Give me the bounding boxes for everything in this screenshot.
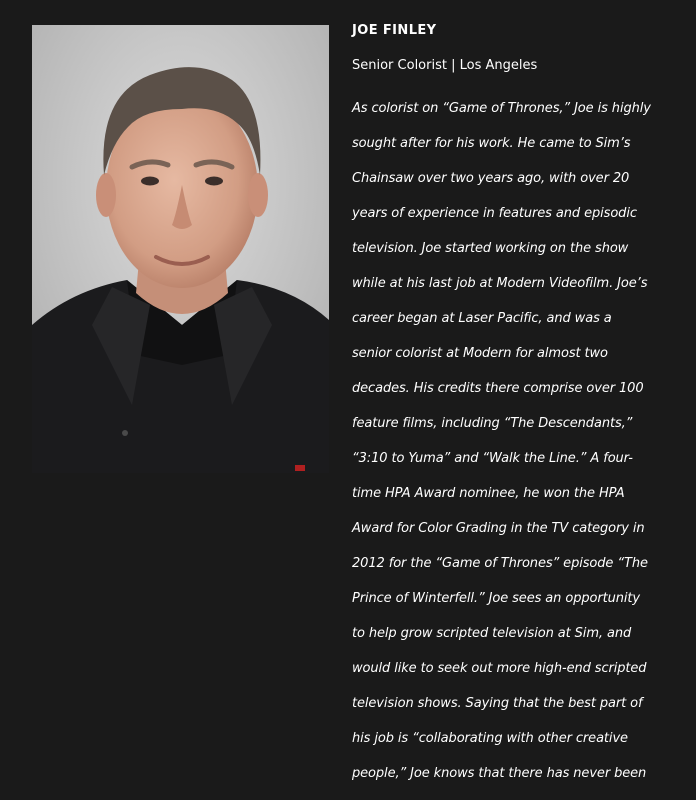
bio-line: “3:10 to Yuma” and “Walk the Line.” A four- [352,451,633,466]
bio-line: sought after for his work. He came to Sim’s [352,136,631,151]
bio-line: senior colorist at Modern for almost two [352,346,608,361]
bio-line: years of experience in features and episodic [352,206,637,221]
person-role: Senior Colorist | Los Angeles [352,58,538,73]
person-name: JOE FINLEY [352,23,437,38]
bio-line: 2012 for the “Game of Thrones” episode “The [352,556,648,571]
bio-line: decades. His credits there comprise over 100 [352,381,644,396]
bio-line: to help grow scripted television at Sim, and [352,626,632,641]
bio-line: would like to seek out more high-end scripted [352,661,647,676]
profile-photo [32,25,329,473]
bio-panel [352,22,682,791]
bio-line: Chainsaw over two years ago, with over 20 [352,171,630,186]
bio-line: television shows. Saying that the best part of [352,696,643,711]
bio-line: As colorist on “Game of Thrones,” Joe is highly [352,101,651,116]
bio-paragraph [352,91,682,791]
bio-line: while at his last job at Modern Videofilm. Joe’s [352,276,648,291]
bio-line: feature films, including “The Descendants,” [352,416,633,431]
bio-line: career began at Laser Pacific, and was a [352,311,612,326]
bio-line: Prince of Winterfell.” Joe sees an opportunity [352,591,640,606]
bio-line: Award for Color Grading in the TV category in [352,521,645,536]
bio-line: people,” Joe knows that there has never been [352,766,647,781]
bio-line: time HPA Award nominee, he won the HPA [352,486,625,501]
bio-line: television. Joe started working on the show [352,241,629,256]
bio-line: his job is “collaborating with other creative [352,731,628,746]
